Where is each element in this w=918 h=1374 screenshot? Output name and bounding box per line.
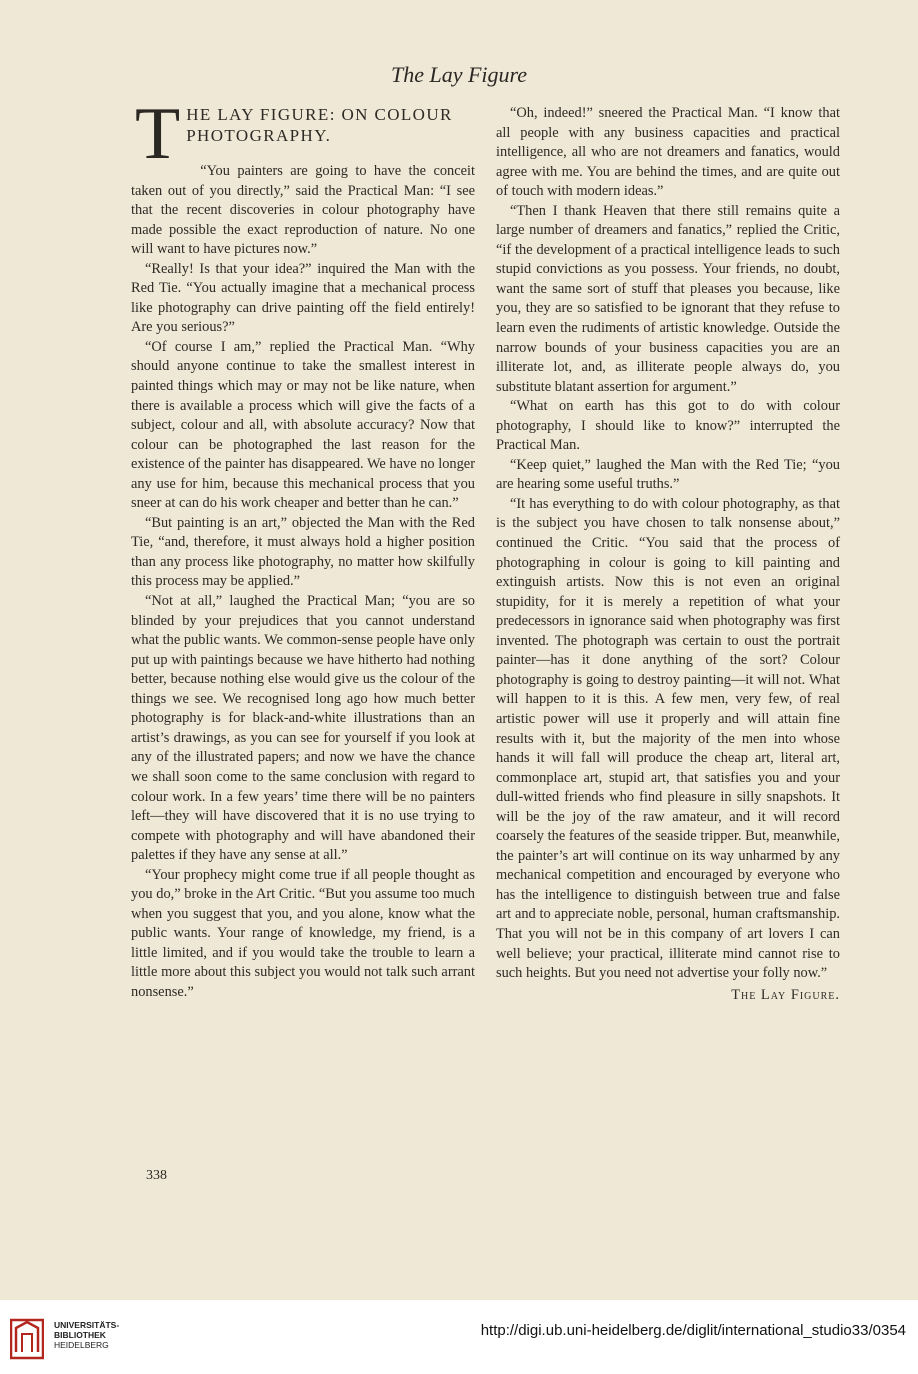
article-title-block [131, 93, 475, 175]
paragraph: “Keep quiet,” laughed the Man with the Red Tie; “you are hearing some useful truths.” [496, 456, 840, 493]
right-column [496, 104, 840, 1005]
article-title: HE LAY FIGURE: ON COLOUR PHOTOGRAPHY. [186, 105, 453, 145]
paragraph: “Really! Is that your idea?” inquired the Man with the Red Tie. “You actually imagine that a mechanical process like photography can drive painting off the field entirely! Are you serious?” [131, 260, 475, 336]
footer-bar [0, 1300, 918, 1374]
institution-line: HEIDELBERG [54, 1340, 109, 1350]
paragraph: “It has everything to do with colour photography, as that is the subject you have chosen to talk nonsense about,” continued the Critic. “You said that the process of photographing in colour is going to kill painting and extinguish artists. Now this is not even an original stupidity, for it is merely a repetition of what your predecessors in ignorance said when photography was first invented. The photograph was certain to oust the portrait painter—has it done anything of the sort? Colour photography is going to destroy painting—it will not. What will happen to it is this. A few men, very few, of real artistic power will use it properly and will attain fine results with it, but the majority of the men into whose hands it will fall will produce the cheap art, literal art, commonplace art, stupid art, that satisfies you and your dull-witted friends who find pleasure in silly snapshots. It will be the joy of the raw amateur, and it will record coarsely the features of the seaside tripper. But, meanwhile, the painter’s art will continue on its way unharmed by any mechanical competition and encouraged by everyone who has the intelligence to distinguish between true and false art and to appreciate noble, personal, human craftsmanship. That you will not be in this company of art lovers I can well believe; your practical, illiterate mind cannot rise to such heights. But you need not advertise your folly now.” [496, 495, 840, 982]
paragraph: “Then I thank Heaven that there still remains quite a large number of dreamers and fanatics,” replied the Critic, “if the development of a practical intelligence leads to such stupid convictions as you possess. Your friends, no doubt, want the same sort of stuff that pleases you because, like you, they are so satisfied to be ignorant that they refuse to learn even the rudiments of artistic knowledge. Outside the narrow bounds of your business capacities you are an illiterate lot, and, as illiterate people always do, you substitute blatant assertion for argument.” [496, 202, 840, 395]
paragraph: “Oh, indeed!” sneered the Practical Man. “I know that all people with any business capacities and practical intelligence, all who are not dreamers and fanatics, would agree with me. You are behind the times, and are quite out of touch with modern ideas.” [496, 105, 840, 200]
institution-line: BIBLIOTHEK [54, 1330, 106, 1340]
paragraph: “Of course I am,” replied the Practical Man. “Why should anyone continue to take the smallest interest in painted things which may or may not be like nature, when there is available a process which will give the facts of a subject, colour and all, with absolute accuracy? Now that colour can be photographed the last reason for the existence of the painter has disappeared. We have no longer any use for him, because this mechanical process that you sneer at can do his work cheaper and better than he can.” [131, 338, 475, 512]
institution-name [54, 1320, 119, 1350]
paragraph: “Not at all,” laughed the Practical Man; “you are so blinded by your prejudices that you cannot understand what the public wants. We common-sense people have only put up with paintings because we have hitherto had nothing better, because nothing else would give us the colour of the things we see. We recognised long ago how much better photography is for black-and-white illustrations than an artist’s drawings, as you can see for yourself if you look at any of the illustrated papers; and now we have the chance we shall soon come to the same conclusion with regard to colour work. In a few years’ time there will be no painters left—they will have discovered that it is no use trying to compete with photography and will have abandoned their palettes if they have any sense at all.” [131, 593, 475, 864]
paragraph: “You painters are going to have the conceit taken out of you directly,” said the Practical Man: “I see that the recent discoveries in colour photography have made possible the exact reproduction of nature. No one will want to have pictures now.” [131, 163, 475, 258]
university-library-logo-icon [10, 1316, 44, 1360]
paragraph: “But painting is an art,” objected the Man with the Red Tie, “and, therefore, it must always hold a higher position than any process like photography, no matter how skilfully this process may be applied.” [131, 514, 475, 590]
left-column [131, 93, 475, 1003]
institution-line: UNIVERSITÄTS- [54, 1320, 120, 1330]
paragraph: “Your prophecy might come true if all people thought as you do,” broke in the Art Critic. “But you assume too much when you suggest that you, and you alone, know what the public wants. Your range of knowledge, my friend, is a little limited, and if you would take the trouble to learn a little more about this subject you would not talk such arrant nonsense.” [131, 866, 475, 1000]
drop-cap: T [135, 93, 181, 175]
paragraph: “What on earth has this got to do with colour photography, I should like to know?” interrupted the Practical Man. [496, 398, 840, 454]
source-url-link[interactable]: http://digi.ub.uni-heidelberg.de/diglit/international_studio33/0354 [480, 1322, 906, 1339]
page-number: 338 [146, 1168, 167, 1183]
signature: The Lay Figure. [731, 986, 840, 1003]
running-head: The Lay Figure [390, 62, 528, 87]
